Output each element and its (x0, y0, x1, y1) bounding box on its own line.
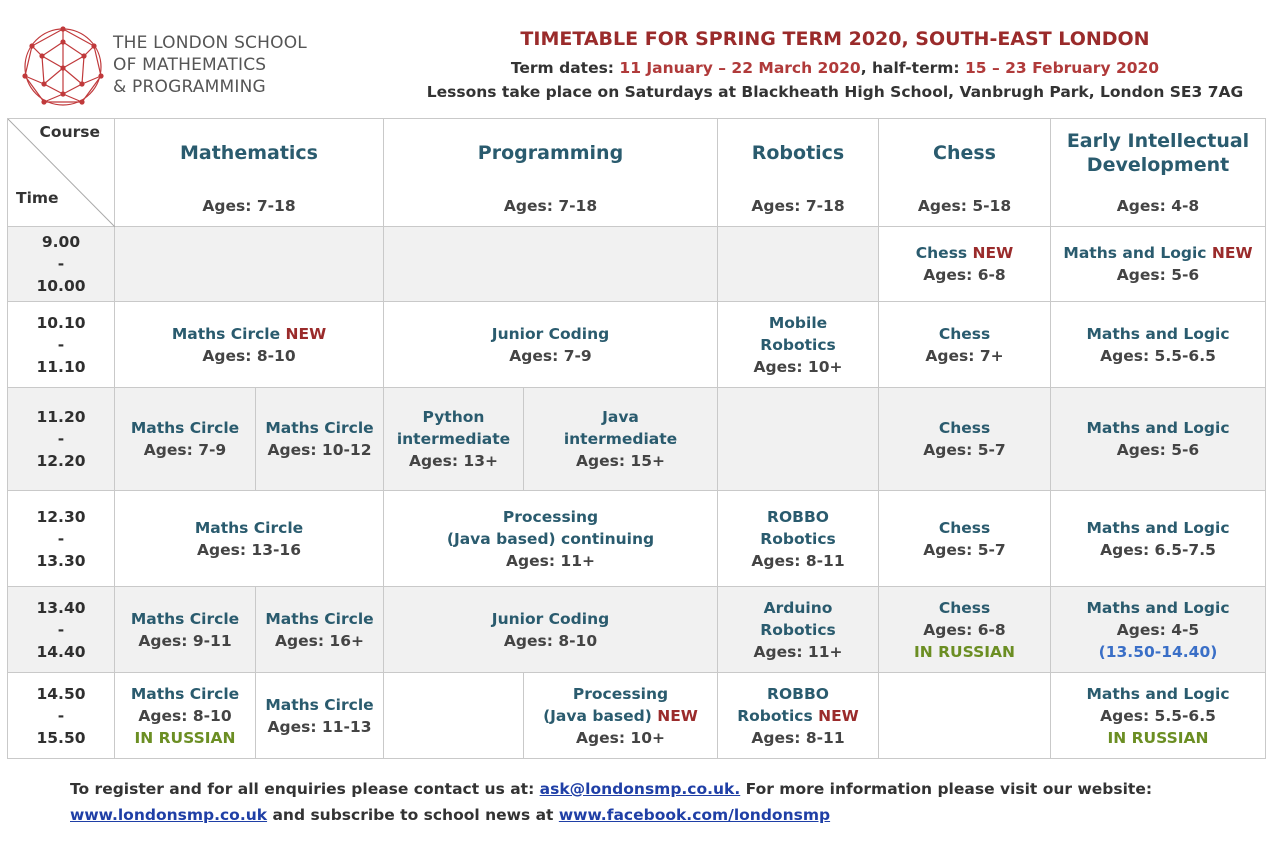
class-cell (718, 587, 879, 673)
class-ages: Ages: 11+ (753, 642, 843, 661)
class-name: Maths and Logic (1086, 598, 1230, 617)
time-label: Time (16, 189, 59, 207)
class-cell (256, 587, 384, 673)
course-ages: Ages: 7-18 (503, 196, 598, 215)
class-ages: Ages: 4-5 (1116, 620, 1200, 639)
end-time: 11.10 (36, 357, 86, 376)
class-name: Maths Circle (265, 695, 374, 714)
class-ages: Ages: 5.5-6.5 (1100, 346, 1216, 365)
class-name: Robotics (760, 529, 836, 548)
class-name: Junior Coding (491, 609, 610, 628)
class-ages: Ages: 5-7 (923, 540, 1006, 559)
class-cell (256, 388, 384, 491)
start-time: 11.20 (36, 408, 86, 426)
end-time: 15.50 (36, 728, 86, 747)
new-badge: NEW (657, 706, 698, 725)
time-dash: - (57, 706, 65, 725)
footer-text: and subscribe to school news at (267, 806, 559, 824)
geodesic-sphere-icon (22, 26, 104, 108)
time-slot (8, 388, 115, 491)
new-badge: NEW (1211, 244, 1253, 262)
class-ages: Ages: 8-11 (751, 551, 845, 570)
end-time: 14.40 (36, 642, 86, 661)
title-block (330, 26, 1271, 104)
class-name: ROBBO (767, 507, 829, 526)
class-cell (524, 673, 718, 759)
class-ages: Ages: 5-7 (923, 441, 1006, 459)
class-ages: Ages: 8-10 (138, 706, 232, 725)
course-label: Course (39, 123, 100, 141)
class-name: Maths and Logic (1086, 419, 1230, 437)
course-header-robotics (718, 119, 879, 227)
language-note: IN RUSSIAN (134, 728, 236, 747)
class-ages: Ages: 16+ (275, 631, 364, 650)
class-cell (384, 302, 718, 388)
class-name: intermediate (563, 430, 678, 448)
class-cell (879, 491, 1051, 587)
class-ages: Ages: 10+ (753, 357, 843, 376)
class-cell (115, 388, 256, 491)
school-name-line: OF MATHEMATICS (113, 55, 267, 75)
class-cell (115, 491, 384, 587)
class-cell (384, 388, 524, 491)
new-badge: NEW (972, 244, 1014, 262)
class-ages: Ages: 6-8 (923, 266, 1006, 284)
class-name: Maths and Logic (1086, 684, 1230, 703)
class-ages: Ages: 10+ (576, 728, 665, 747)
empty-cell (718, 227, 879, 302)
start-time: 14.50 (36, 684, 86, 703)
class-name: Java (602, 408, 639, 426)
facebook-link[interactable]: www.facebook.com/londonsmp (558, 806, 831, 824)
class-cell (718, 491, 879, 587)
course-header-early-intellectual-development (1051, 119, 1266, 227)
class-cell (256, 673, 384, 759)
footer (70, 776, 1152, 828)
class-name: ROBBO (767, 684, 829, 703)
course-header-programming (384, 119, 718, 227)
class-ages: Ages: 11-13 (267, 717, 372, 736)
course-ages: Ages: 5-18 (917, 196, 1012, 215)
class-name: Maths and Logic (1086, 324, 1230, 343)
class-name: Chess (915, 244, 968, 262)
empty-cell (384, 673, 524, 759)
header-row (8, 119, 1266, 227)
time-dash: - (57, 335, 65, 354)
term-dates-line (330, 56, 1271, 80)
class-name: Chess (938, 419, 991, 437)
header (0, 0, 1271, 118)
class-cell (1051, 673, 1266, 759)
time-slot (8, 491, 115, 587)
table-row (8, 673, 1266, 759)
class-name: Mobile (768, 313, 828, 332)
time-slot (8, 673, 115, 759)
start-time: 12.30 (36, 507, 86, 526)
start-time: 10.10 (36, 313, 86, 332)
corner-cell (8, 119, 115, 227)
class-cell (115, 587, 256, 673)
end-time: 13.30 (36, 551, 86, 570)
time-slot (8, 587, 115, 673)
class-ages: Ages: 9-11 (138, 631, 232, 650)
school-name (113, 32, 307, 98)
class-ages: Ages: 8-10 (202, 346, 296, 365)
class-cell (1051, 302, 1266, 388)
class-ages: Ages: 8-10 (503, 631, 598, 650)
empty-cell (879, 673, 1051, 759)
class-ages: Ages: 6-8 (923, 620, 1006, 639)
class-cell (1051, 587, 1266, 673)
class-cell (879, 227, 1051, 302)
class-cell (524, 388, 718, 491)
class-name: Maths and Logic (1063, 244, 1207, 262)
footer-text: To register and for all enquiries please contact us at: (70, 780, 540, 798)
class-ages: Ages: 6.5-7.5 (1100, 540, 1216, 559)
class-cell (718, 302, 879, 388)
class-ages: Ages: 7-9 (509, 346, 592, 365)
course-name: Mathematics (179, 141, 318, 164)
school-name-line: THE LONDON SCHOOL (113, 33, 307, 53)
class-cell (879, 388, 1051, 491)
footer-line-1 (70, 776, 1152, 802)
table-row (8, 388, 1266, 491)
class-name: Maths Circle (265, 609, 374, 628)
class-ages: Ages: 8-11 (751, 728, 845, 747)
time-slot (8, 302, 115, 388)
term-label: Term dates: (510, 59, 615, 77)
class-name: Processing (572, 684, 669, 703)
class-ages: Ages: 7-9 (143, 441, 227, 459)
class-cell (718, 673, 879, 759)
empty-cell (384, 227, 718, 302)
class-name: Processing (502, 507, 599, 526)
course-name: Robotics (751, 141, 845, 164)
class-name: Maths Circle (130, 684, 240, 703)
class-name: Chess (938, 598, 991, 617)
class-ages: Ages: 11+ (506, 551, 595, 570)
footer-line-2 (70, 802, 1152, 828)
empty-cell (115, 227, 384, 302)
class-name: Junior Coding (491, 324, 610, 343)
class-cell (384, 587, 718, 673)
table-row (8, 302, 1266, 388)
class-ages: Ages: 15+ (576, 452, 665, 470)
class-name: intermediate (396, 430, 511, 448)
page-title: TIMETABLE FOR SPRING TERM 2020, SOUTH-EAST LONDON (520, 28, 1150, 50)
course-ages: Ages: 7-18 (202, 196, 296, 215)
course-header-mathematics (115, 119, 384, 227)
class-name: Robotics (737, 706, 813, 725)
class-cell (115, 673, 256, 759)
class-ages: Ages: 5.5-6.5 (1100, 706, 1216, 725)
class-name: Robotics (760, 335, 836, 354)
class-ages: Ages: 5-6 (1116, 266, 1200, 284)
email-link[interactable]: ask@londonsmp.co.uk. (539, 780, 741, 798)
course-name: Chess (933, 141, 996, 164)
table-row (8, 227, 1266, 302)
class-name: Maths Circle (171, 324, 281, 343)
table-row (8, 587, 1266, 673)
class-name: Robotics (760, 620, 836, 639)
start-time: 13.40 (36, 598, 86, 617)
empty-cell (718, 388, 879, 491)
class-name: Maths Circle (265, 419, 374, 437)
class-name: (Java based) continuing (446, 529, 655, 548)
language-note: IN RUSSIAN (1107, 728, 1209, 747)
time-dash: - (57, 529, 65, 548)
end-time: 12.20 (36, 452, 86, 470)
location-line: Lessons take place on Saturdays at Blackheath High School, Vanbrugh Park, London SE3 7AG (426, 83, 1244, 101)
class-name: Maths Circle (130, 419, 240, 437)
end-time: 10.00 (36, 277, 86, 295)
course-ages: Ages: 7-18 (751, 196, 845, 215)
table-row (8, 491, 1266, 587)
class-name: Maths and Logic (1086, 518, 1230, 537)
halfterm-dates: 15 – 23 February 2020 (965, 59, 1160, 77)
class-name: Maths Circle (194, 518, 304, 537)
course-ages: Ages: 4-8 (1116, 196, 1200, 215)
class-name: Maths Circle (130, 609, 240, 628)
course-name: Early Intellectual Development (1066, 129, 1250, 176)
time-note: (13.50-14.40) (1098, 642, 1218, 661)
time-dash: - (57, 620, 65, 639)
class-ages: Ages: 5-6 (1116, 441, 1200, 459)
class-name: Arduino (763, 598, 833, 617)
website-link[interactable]: www.londonsmp.co.uk (70, 806, 268, 824)
class-name: Chess (938, 324, 991, 343)
class-cell (115, 302, 384, 388)
class-ages: Ages: 13-16 (197, 540, 301, 559)
class-name: Python (422, 408, 485, 426)
start-time: 9.00 (41, 233, 81, 251)
course-header-chess (879, 119, 1051, 227)
class-cell (384, 491, 718, 587)
new-badge: NEW (285, 324, 327, 343)
time-dash: - (57, 255, 65, 273)
class-cell (1051, 227, 1266, 302)
class-cell (879, 587, 1051, 673)
time-dash: - (57, 430, 65, 448)
language-note: IN RUSSIAN (913, 642, 1016, 661)
timetable (7, 118, 1266, 759)
class-ages: Ages: 10-12 (267, 441, 372, 459)
class-ages: Ages: 7+ (925, 346, 1004, 365)
new-badge: NEW (818, 706, 859, 725)
time-slot (8, 227, 115, 302)
term-dates: 11 January – 22 March 2020 (619, 59, 861, 77)
class-cell (879, 302, 1051, 388)
class-cell (1051, 388, 1266, 491)
class-cell (1051, 491, 1266, 587)
halfterm-label: , half-term: (860, 59, 960, 77)
class-name: (Java based) (543, 706, 652, 725)
footer-text: For more information please visit our website: (740, 780, 1153, 798)
class-ages: Ages: 13+ (409, 452, 498, 470)
class-name: Chess (938, 518, 991, 537)
course-name: Programming (477, 141, 624, 164)
school-name-line: & PROGRAMMING (113, 77, 266, 97)
